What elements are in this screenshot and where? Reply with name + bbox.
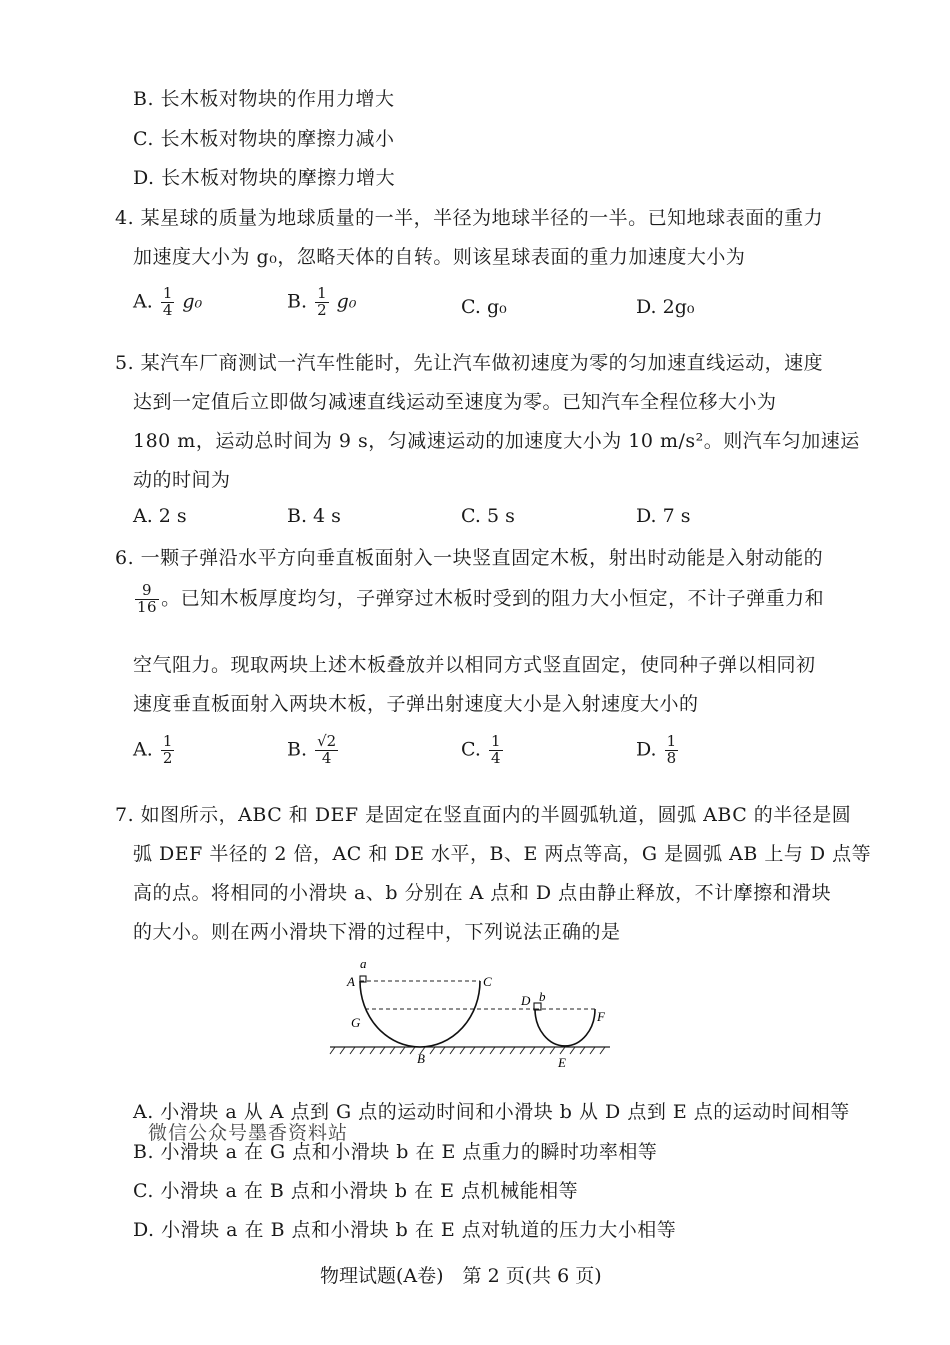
q6-option-b-denominator: 4 [321,748,332,767]
q7-stem-line4: 的大小。则在两小滑块下滑的过程中，下列说法正确的是 [133,921,621,943]
q4-option-b-denominator: 2 [317,300,327,319]
q6-option-a [133,734,176,767]
q6-stem-line2 [133,583,824,616]
label-a: a [360,956,367,971]
q4-option-b-fraction [315,286,329,319]
q5-option-a: A. 2 s [133,505,187,527]
q6-option-d-label: D. [636,738,657,761]
q6-stem-fraction-denominator: 16 [137,597,158,616]
track-diagram [325,955,625,1075]
q6-option-b-numerator: √2 [317,732,337,750]
q7-option-b: B. 小滑块 a 在 G 点和小滑块 b 在 E 点重力的瞬时功率相等 [133,1141,658,1163]
page-footer: 物理试题(A卷) 第 2 页(共 6 页) [320,1265,602,1287]
label-G: G [351,1015,361,1030]
q4-stem-line1: 4. 某星球的质量为地球质量的一半，半径为地球半径的一半。已知地球表面的重力 [115,207,824,229]
label-B: B [417,1051,425,1066]
q7-option-c: C. 小滑块 a 在 B 点和小滑块 b 在 E 点机械能相等 [133,1180,579,1202]
q4-option-a-fraction [161,286,175,319]
q5-option-c: C. 5 s [461,505,515,527]
q4-option-a-numerator: 1 [162,284,173,302]
q6-option-d-numerator: 1 [666,732,677,750]
q7-stem-line3: 高的点。将相同的小滑块 a、b 分别在 A 点和 D 点由静止释放，不计摩擦和滑块 [133,882,832,904]
q6-option-c-fraction [489,734,503,767]
q6-option-c-denominator: 4 [490,748,501,767]
q7-option-d: D. 小滑块 a 在 B 点和小滑块 b 在 E 点对轨道的压力大小相等 [133,1219,677,1241]
q4-option-a-tail: g₀ [182,290,203,313]
q6-stem-line4: 速度垂直板面射入两块木板，子弹出射速度大小是入射速度大小的 [133,693,699,715]
q6-option-b-label: B. [287,738,308,761]
q4-option-a-label: A. [133,290,153,313]
q6-stem-fraction-numerator: 9 [135,583,159,600]
q6-option-b-fraction [315,734,338,767]
q5-stem-line3: 180 m，运动总时间为 9 s，匀减速运动的加速度大小为 10 m/s²。则汽车匀加速运 [133,430,860,452]
q5-option-b: B. 4 s [287,505,341,527]
q4-option-c: C. g₀ [461,296,507,318]
q3-option-b: B. 长木板对物块的作用力增大 [133,88,395,110]
q4-option-a [133,286,202,319]
q6-option-c-numerator: 1 [490,732,501,750]
q5-stem-line1: 5. 某汽车厂商测试一汽车性能时，先让汽车做初速度为零的匀加速直线运动，速度 [115,352,824,374]
label-F: F [597,1009,605,1024]
q6-stem-line2-text: 。已知木板厚度均匀，子弹穿过木板时受到的阻力大小恒定，不计子弹重力和 [161,587,825,610]
q3-option-d: D. 长木板对物块的摩擦力增大 [133,167,396,189]
q6-option-c [461,734,505,767]
q4-option-b-tail: g₀ [336,290,357,313]
q5-stem-line4: 动的时间为 [133,469,231,491]
q6-option-b [287,734,340,767]
q6-stem-line3: 空气阻力。现取两块上述木板叠放并以相同方式竖直固定，使同种子弹以相同初 [133,654,816,676]
label-C: C [483,974,492,989]
q6-stem-line1: 6. 一颗子弹沿水平方向垂直板面射入一块竖直固定木板，射出时动能是入射动能的 [115,547,824,569]
label-A: A [347,974,355,989]
q5-option-d: D. 7 s [636,505,691,527]
q6-option-d [636,734,680,767]
q7-stem-line1: 7. 如图所示，ABC 和 DEF 是固定在竖直面内的半圆弧轨道，圆弧 ABC 的半径是圆 [115,804,852,826]
q4-option-d: D. 2g₀ [636,296,695,318]
q6-stem-fraction [135,583,159,616]
q7-option-a: A. 小滑块 a 从 A 点到 G 点的运动时间和小滑块 b 从 D 点到 E 点的运动时间相等 [133,1101,850,1123]
q3-option-c: C. 长木板对物块的摩擦力减小 [133,128,395,150]
q6-option-d-fraction [665,734,679,767]
q5-stem-line2: 达到一定值后立即做匀减速直线运动至速度为零。已知汽车全程位移大小为 [133,391,777,413]
q7-stem-line2: 弧 DEF 半径的 2 倍，AC 和 DE 水平，B、E 两点等高，G 是圆弧 AB 上与 D 点等 [133,843,872,865]
q4-stem-line2: 加速度大小为 g₀，忽略天体的自转。则该星球表面的重力加速度大小为 [133,246,746,268]
q6-option-a-denominator: 2 [162,748,173,767]
q4-option-b-label: B. [287,290,308,313]
q6-option-c-label: C. [461,738,481,761]
q4-option-b-numerator: 1 [317,284,327,302]
label-b: b [539,989,546,1004]
q6-option-a-label: A. [133,738,153,761]
watermark-text: 微信公众号墨香资料站 [148,1122,349,1144]
q6-option-d-denominator: 8 [666,748,677,767]
q4-option-b [287,286,356,319]
q4-option-a-denominator: 4 [162,300,173,319]
label-E: E [558,1055,566,1070]
arc-abc [360,981,480,1047]
q6-option-a-numerator: 1 [162,732,173,750]
label-D: D [521,993,531,1008]
q6-option-a-fraction [161,734,175,767]
arc-def [535,1009,595,1046]
